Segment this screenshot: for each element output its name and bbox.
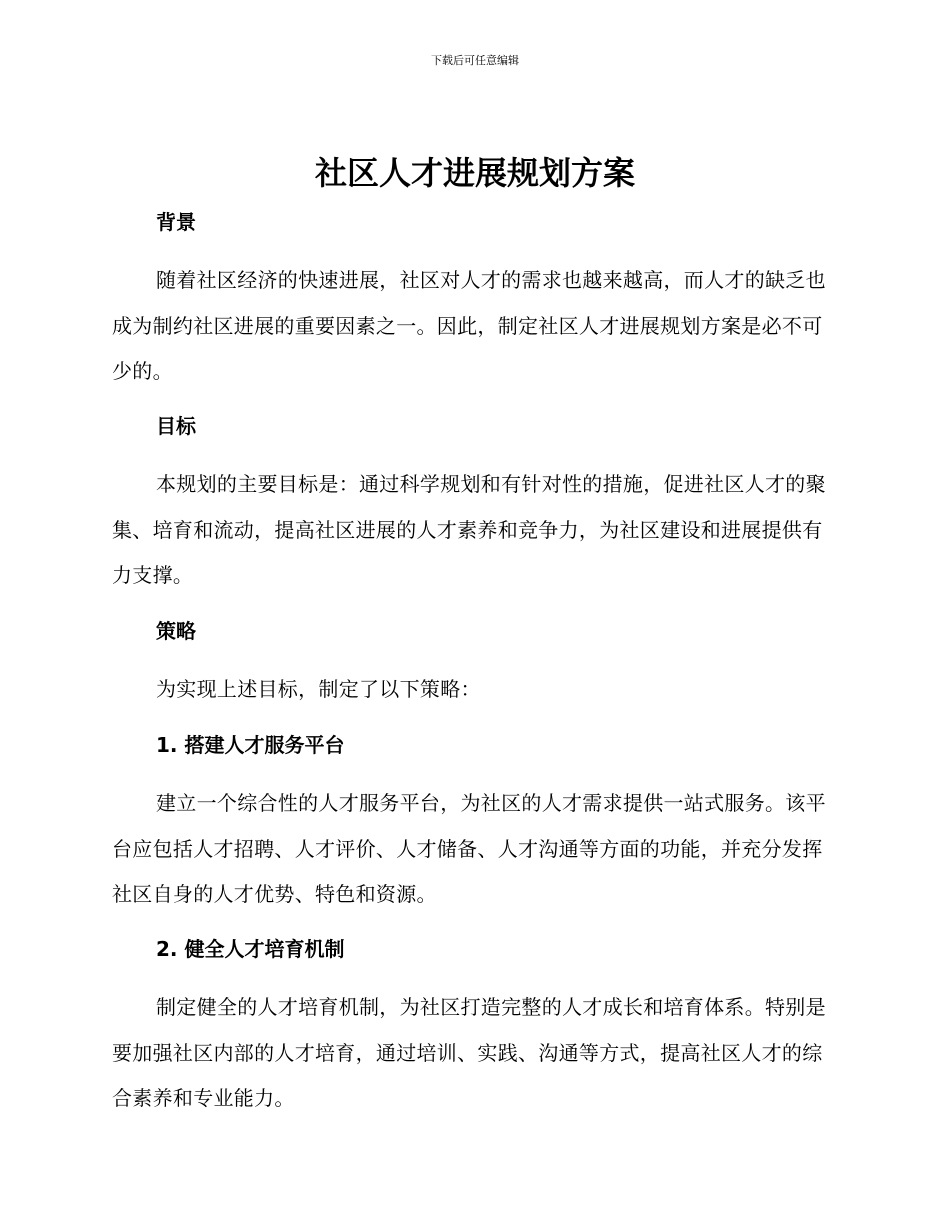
document-title: 社区人才进展规划方案 (314, 154, 635, 192)
section-heading-goal: 目标 (156, 414, 196, 438)
paragraph-strategy: 为实现上述目标，制定了以下策略： (156, 677, 481, 701)
section-heading-strategy: 策略 (156, 619, 196, 643)
section-heading-talent-service-platform: 1. 搭建人才服务平台 (156, 733, 345, 757)
paragraph-goal: 本规划的主要目标是：通过科学规划和有针对性的措施，促进社区人才的聚集、培育和流动，提高社区进展的人才素养和竞争力，为社区建设和进展提供有力支撑。 (112, 472, 826, 587)
paragraph-talent-training-mechanism: 制定健全的人才培育机制，为社区打造完整的人才成长和培育体系。特别是要加强社区内部的人才培育，通过培训、实践、沟通等方式，提高社区人才的综合素养和专业能力。 (112, 995, 826, 1110)
section-heading-talent-training-mechanism: 2. 健全人才培育机制 (156, 937, 345, 961)
section-heading-background: 背景 (156, 210, 196, 234)
paragraph-talent-service-platform: 建立一个综合性的人才服务平台，为社区的人才需求提供一站式服务。该平台应包括人才招聘、人才评价、人才储备、人才沟通等方面的功能，并充分发挥社区自身的人才优势、特色和资源。 (112, 791, 826, 906)
paragraph-background: 随着社区经济的快速进展，社区对人才的需求也越来越高，而人才的缺乏也成为制约社区进展的重要因素之一。因此，制定社区人才进展规划方案是必不可少的。 (112, 268, 826, 383)
page-header-note: 下载后可任意编辑 (431, 54, 519, 67)
